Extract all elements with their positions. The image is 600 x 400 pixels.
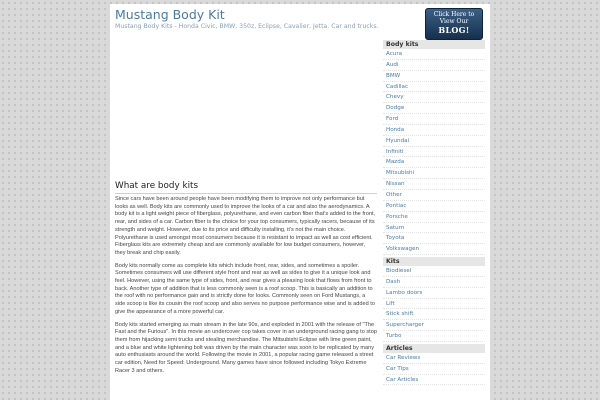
sidebar-link[interactable]: Toyota <box>383 233 485 244</box>
sidebar-link[interactable]: Dash <box>383 277 485 288</box>
sidebar-link[interactable]: Infiniti <box>383 147 485 158</box>
blog-badge-line2: View Our <box>439 18 469 25</box>
ad-space <box>115 40 377 176</box>
article-body <box>115 196 377 380</box>
sidebar-link[interactable]: Saturn <box>383 223 485 234</box>
sidebar-link[interactable]: Lift <box>383 299 485 310</box>
sidebar-list-articles <box>383 353 485 386</box>
sidebar-link[interactable]: Stick shift <box>383 309 485 320</box>
sidebar-link[interactable]: Car Tips <box>383 364 485 375</box>
sidebar-heading-articles: Articles <box>383 344 485 353</box>
page-container <box>110 4 490 400</box>
sidebar-link[interactable]: Acura <box>383 49 485 60</box>
sidebar-heading-kits: Kits <box>383 257 485 266</box>
blog-badge-line3: BLOG! <box>438 25 470 35</box>
sidebar-link[interactable]: Hyundai <box>383 136 485 147</box>
sidebar-link[interactable]: Ford <box>383 114 485 125</box>
view-blog-button[interactable] <box>425 8 483 40</box>
article-paragraph-3: Body kits started emerging as main stream in the late 90s, and exploded in 2001 with the release of "The Fast and the Furious". In this movie an undercover cop takes cover in an underground racing gang to stop them from hijacking semi trucks and stealing merchandise. The Mitsubishi Eclipse with lime green paint, and a blue and white lightening bolt was driven by the main character was soon to be replicated by many auto enthusiasts around the world. Following the movie in 2001, a popular racing game released a street car edition, Need for Speed: Underground. Many games have since followed including Tokyo Extreme Racer 3 and others. <box>115 321 377 374</box>
site-tagline: Mustang Body Kits - Honda Civic, BMW, 350z, Eclipse, Cavalier, Jetta. Car and trucks. <box>115 23 379 30</box>
main-content <box>115 40 377 400</box>
sidebar-section-body-kits <box>383 40 485 255</box>
heading-divider <box>115 193 377 194</box>
sidebar-link[interactable]: Cadillac <box>383 82 485 93</box>
sidebar-link[interactable]: Chevy <box>383 92 485 103</box>
sidebar-link[interactable]: Honda <box>383 125 485 136</box>
sidebar-link[interactable]: Dodge <box>383 103 485 114</box>
sidebar-list-body-kits <box>383 49 485 255</box>
sidebar-list-kits <box>383 266 485 342</box>
article-paragraph-1: Since cars have been around people have been modifying them to improve not only performance but looks as well. Body kits are commonly used to improve the looks of a car and also the aerodynamics. A body kit is a light weight piece of fiberglass, polyurethane, and even carbon fiber that's added to the front, rear, and sides of a car. Carbon fiber is the choice for your top consumers, typically racers, because of its strength and weight. However, due to its price and difficulty installing, it's not the main choice. Polyurethane is used amongst most consumers because it is resistant to impact as well as cost efficient. Fiberglass kits are extremely cheap and are commonly available for low budget consumers, however, they break and chip easily. <box>115 196 376 256</box>
sidebar-link[interactable]: Audi <box>383 60 485 71</box>
sidebar-link[interactable]: Car Reviews <box>383 353 485 364</box>
sidebar-link[interactable]: Supercharger <box>383 320 485 331</box>
sidebar-link[interactable]: Pontiac <box>383 201 485 212</box>
site-header <box>110 4 490 40</box>
sidebar-link[interactable]: Volkswagen <box>383 244 485 255</box>
sidebar-section-articles <box>383 344 485 386</box>
sidebar-link[interactable]: Car Articles <box>383 375 485 386</box>
sidebar-link[interactable]: BMW <box>383 71 485 82</box>
sidebar-link[interactable]: Turbo <box>383 331 485 342</box>
sidebar-heading-body-kits: Body kits <box>383 40 485 49</box>
site-title[interactable]: Mustang Body Kit <box>115 7 225 22</box>
sidebar-link[interactable]: Porsche <box>383 212 485 223</box>
sidebar-link[interactable]: Mitsubishi <box>383 168 485 179</box>
article-heading: What are body kits <box>115 181 199 191</box>
sidebar <box>383 40 485 387</box>
sidebar-link[interactable]: Biodiesel <box>383 266 485 277</box>
sidebar-link[interactable]: Nissan <box>383 179 485 190</box>
sidebar-link[interactable]: Lambo doors <box>383 288 485 299</box>
sidebar-section-kits <box>383 257 485 342</box>
sidebar-link[interactable]: Mazda <box>383 157 485 168</box>
sidebar-link[interactable]: Other <box>383 190 485 201</box>
article-paragraph-2: Body kits normally come as complete kits which include front, rear, sides, and sometimes a spoiler. Sometimes consumers will use different style front and rear as well as sides to give it a unique look and feel. However, using the same type of sides, front, and rear gives a pleasing look that flows from front to back. Another type of addition that is less commonly seen is a roof scoop. This is basically an addition to the roof with no performance gain and is strictly done for looks. Commonly seen on Ford Mustangs, a side scoop is like its cousin the roof scoop and also serves no purpose performance wise and is added to give the appearance of a more powerful car. <box>115 262 375 315</box>
blog-badge-line1: Click Here to <box>433 11 475 18</box>
